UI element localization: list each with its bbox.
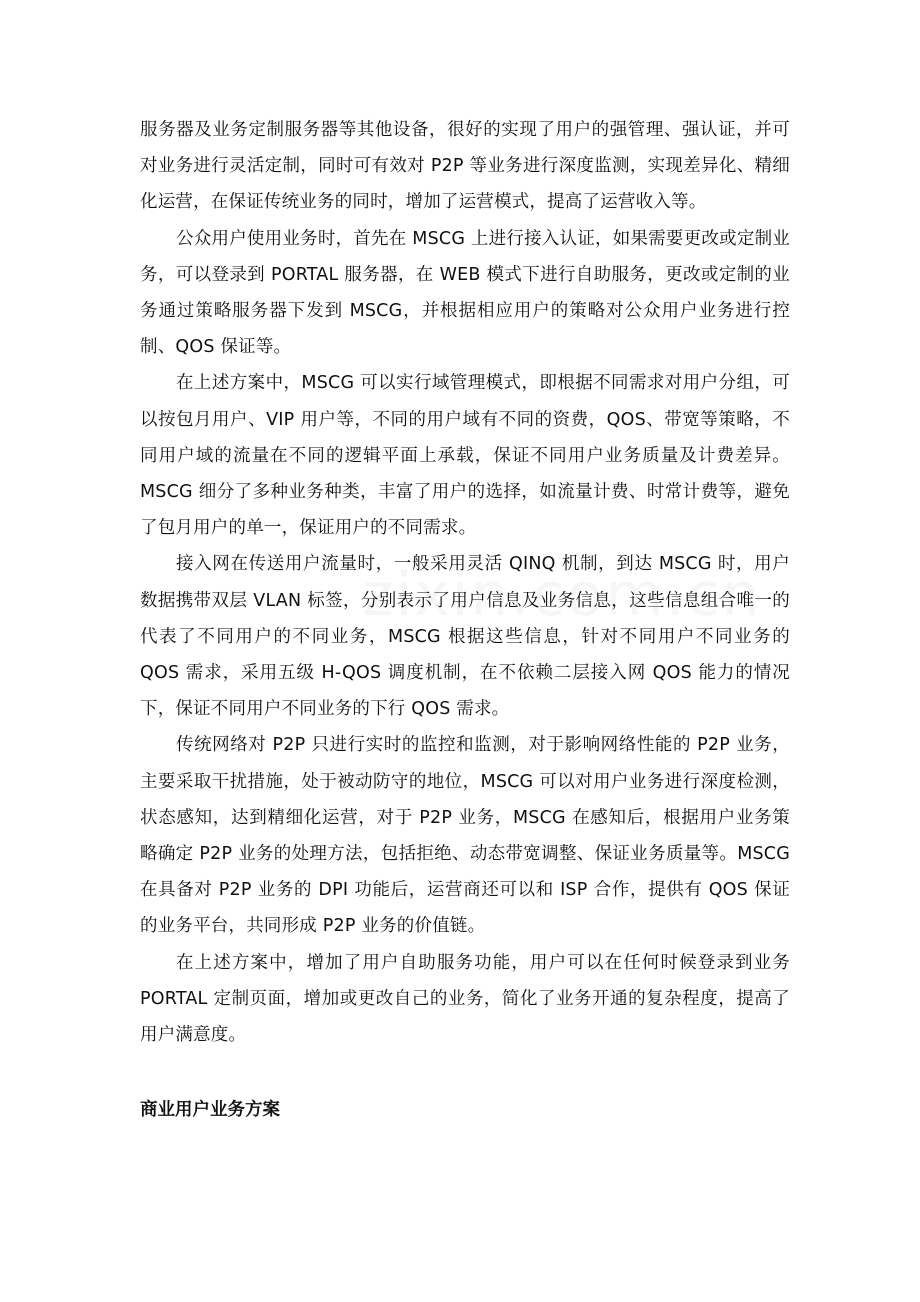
- paragraph-5: 传统网络对 P2P 只进行实时的监控和监测，对于影响网络性能的 P2P 业务，主要采取干扰措施，处于被动防守的地位，MSCG 可以对用户业务进行深度检测，状态感知，达到精细化运营，对于 P2P 业务，MSCG 在感知后，根据用户业务策略确定 P2P 业务的处理方法，包括拒绝、动态带宽调整、保证业务质量等。MSCG 在具备对 P2P 业务的 DPI 功能后，运营商还可以和 ISP 合作，提供有 QOS 保证的业务平台，共同形成 P2P 业务的价值链。: [140, 735, 790, 937]
- paragraph-4: 接入网在传送用户流量时，一般采用灵活 QINQ 机制，到达 MSCG 时，用户数据携带双层 VLAN 标签，分别表示了用户信息及业务信息，这些信息组合唯一的代表了不同用户的不同业务，MSCG 根据这些信息，针对不同用户不同业务的 QOS 需求，采用五级 H-QOS 调度机制，在不依赖二层接入网 QOS 能力的情况下，保证不同用户不同业务的下行 QOS 需求。: [140, 554, 790, 720]
- paragraph-1: 服务器及业务定制服务器等其他设备，很好的实现了用户的强管理、强认证，并可对业务进行灵活定制，同时可有效对 P2P 等业务进行深度监测，实现差异化、精细化运营，在保证传统业务的同时，增加了运营模式，提高了运营收入等。: [140, 120, 790, 213]
- paragraph-3: 在上述方案中，MSCG 可以实行域管理模式，即根据不同需求对用户分组，可以按包月用户、VIP 用户等，不同的用户域有不同的资费，QOS、带宽等策略，不同用户域的流量在不同的逻辑平面上承载，保证不同用户业务质量及计费差异。MSCG 细分了多种业务种类，丰富了用户的选择，如流量计费、时常计费等，避免了包月用户的单一，保证用户的不同需求。: [140, 373, 790, 539]
- paragraph-6: 在上述方案中，增加了用户自助服务功能，用户可以在任何时候登录到业务 PORTAL 定制页面，增加或更改自己的业务，简化了业务开通的复杂程度，提高了用户满意度。: [140, 952, 790, 1046]
- section-heading: 商业用户业务方案: [140, 1100, 280, 1120]
- paragraph-2: 公众用户使用业务时，首先在 MSCG 上进行接入认证，如果需要更改或定制业务，可以登录到 PORTAL 服务器，在 WEB 模式下进行自助服务，更改或定制的业务通过策略服务器下发到 MSCG，并根据相应用户的策略对公众用户业务进行控制、QOS 保证等。: [140, 228, 790, 358]
- body-text: [140, 112, 790, 1053]
